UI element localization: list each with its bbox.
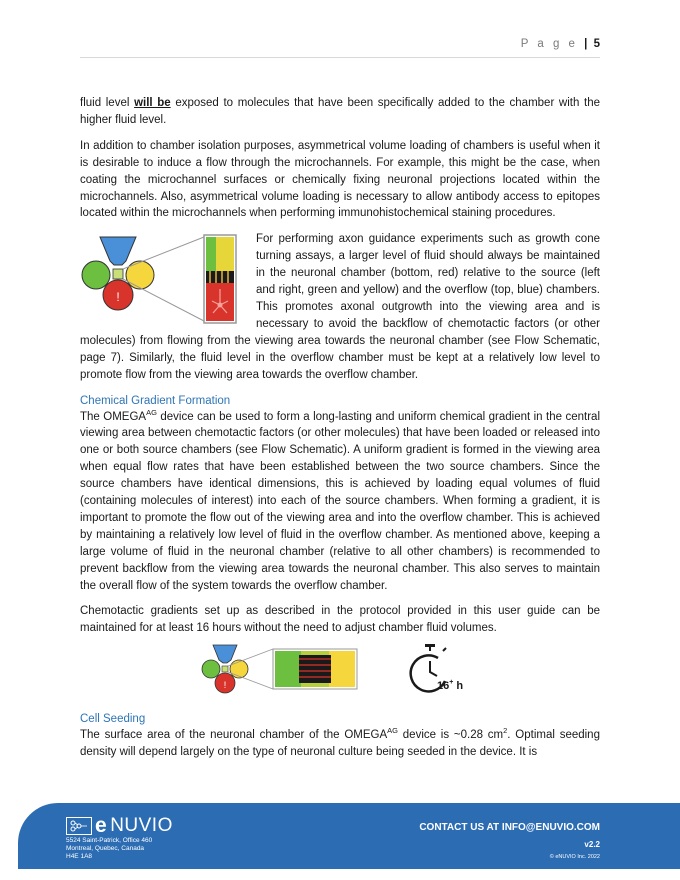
source-chamber-green-small [202, 660, 220, 678]
logo-mark [66, 817, 92, 835]
alert-mark: ! [116, 290, 120, 305]
copyright: © eNUVIO Inc. 2022 [549, 854, 600, 860]
p6-a: The surface area of the neuronal chamber of the OMEGA [80, 729, 388, 742]
timer-icon [409, 643, 479, 695]
overflow-chamber-blue-small [213, 645, 237, 663]
timer-knob [443, 648, 446, 651]
overflow-chamber-blue [100, 237, 136, 265]
gradient-figure [80, 641, 600, 697]
contact-link[interactable]: CONTACT US AT INFO@ENUVIO.COM [419, 822, 600, 833]
gradient-yellow [329, 651, 355, 687]
alert-mark-small: ! [223, 680, 227, 691]
p6-sup2: 2 [503, 726, 508, 736]
timer-plus: + [449, 679, 454, 687]
timer-hands [430, 661, 437, 676]
logo-letter-e: e [95, 814, 108, 837]
page-separator: | [584, 38, 588, 50]
viewing-area-small [222, 666, 228, 672]
paragraph-gradient [80, 409, 600, 595]
zoom-green-side [206, 237, 216, 273]
page-label: P a g e [520, 38, 578, 50]
gradient-green [275, 651, 301, 687]
paragraph-16-hours: Chemotactic gradients set up as described in the protocol provided in this user guide can be maintained for at least 16 hours without the need to adjust chamber fluid volumes. [80, 605, 600, 635]
source-chamber-yellow [126, 261, 154, 289]
p1-emphasis: will be [134, 97, 171, 109]
zoom-line-top [123, 237, 204, 269]
zoom-line-bottom [123, 279, 204, 321]
footer-bar [18, 803, 680, 869]
viewing-area [113, 269, 123, 279]
paragraph-axon-guidance [80, 231, 600, 383]
paragraph-seeding [80, 727, 600, 761]
version-label: v2.2 [584, 840, 600, 849]
page-number: 5 [593, 38, 600, 50]
chamber-diagram [82, 237, 154, 310]
logo-network-icon [69, 819, 89, 833]
address-line-1: 5524 Saint-Patrick, Office 460 [66, 837, 153, 844]
address-line-3: H4E 1A8 [66, 853, 93, 860]
p6-c: . Optimal seeding density will depend largely on the type of neuronal culture being seeded in the device. It is [80, 729, 600, 759]
neuron-soma [218, 303, 223, 308]
p4-b: device can be used to form a long-lasting and uniform chemical gradient in the central viewing area between chemotactic factors (or other molecules) that have been loaded or released into one or both source chambers (see Flow Schematic). A uniform gradient is formed in the viewing area when equal flow rates that have been established between the two source chambers. Since the source chambers have identical dimensions, this is achieved by loading equal volumes of fluid (containing molecules of interest) into each of the source chambers. When forming a gradient, it is important to promote the flow out of the viewing area and into the overflow chamber. This is achieved by maintaining a relatively low level of fluid in the overflow chamber. As mentioned above, keeping a large volume of fluid in the neuronal chamber (relative to all other chambers) is recommended to prevent backflow from the viewing area towards the neuronal chamber. This also serves to maintain the overall flow of the system towards the overflow chamber. [80, 410, 600, 592]
p3-text: For performing axon guidance experiments such as growth cone turning assays, a larger level of fluid should always be maintained in the neuronal chamber (bottom, red) relative to the source (left and right, green and yellow) and the overflow (top, blue) chambers. This promotes axonal outgrowth into the viewing area and is necessary to avoid the backflow of chemotactic factors (or other molecules) from flowing from the viewing area towards the neuronal chamber (see Flow Schematic, page 7). Similarly, the fluid level in the overflow chamber must be kept at a relatively low level to promote flow from the viewing area towards the overflow chamber. [80, 233, 600, 381]
gradient-schematic-figure [201, 643, 391, 695]
timer-unit: h [453, 680, 464, 693]
source-chamber-yellow-small [230, 660, 248, 678]
p1-end: exposed to molecules that have been specifically added to the chamber with the higher fluid level. [80, 97, 601, 126]
p6-sup: AG [387, 726, 398, 736]
device-schematic-figure [80, 233, 248, 325]
source-chamber-green [82, 261, 110, 289]
enuvio-logo [66, 814, 173, 837]
timer-hours: 16 [437, 680, 450, 693]
paragraph-asymmetrical-loading: In addition to chamber isolation purposes, asymmetrical volume loading of chambers is useful when it is desirable to induce a flow through the microchannels. For example, this might be the case, when coating the microchannel surfaces or chemically fixing neuronal projections located within the microchannels. Also, asymmetrical volume loading is necessary to allow antibody access to epitopes located within the microchannels when performing immunohistochemical staining procedures. [80, 139, 600, 220]
microchannel-zoom [204, 235, 236, 323]
logo-text: NUVIO [110, 815, 173, 836]
paragraph-fluid-level [80, 95, 600, 129]
p4-sup: AG [146, 407, 157, 417]
page-header [521, 38, 600, 50]
p6-b: device is ~0.28 cm [397, 729, 504, 742]
heading-chemical-gradient: Chemical Gradient Formation [80, 394, 231, 407]
heading-cell-seeding: Cell Seeding [80, 713, 146, 726]
p4-a: The OMEGA [80, 410, 147, 423]
company-address [66, 837, 152, 861]
p1-start: fluid level [80, 97, 135, 109]
document-body [80, 95, 600, 770]
address-line-2: Montreal, Quebec, Canada [66, 845, 145, 852]
timer-button [425, 644, 435, 647]
header-rule [80, 57, 600, 58]
timer-label [437, 679, 463, 692]
